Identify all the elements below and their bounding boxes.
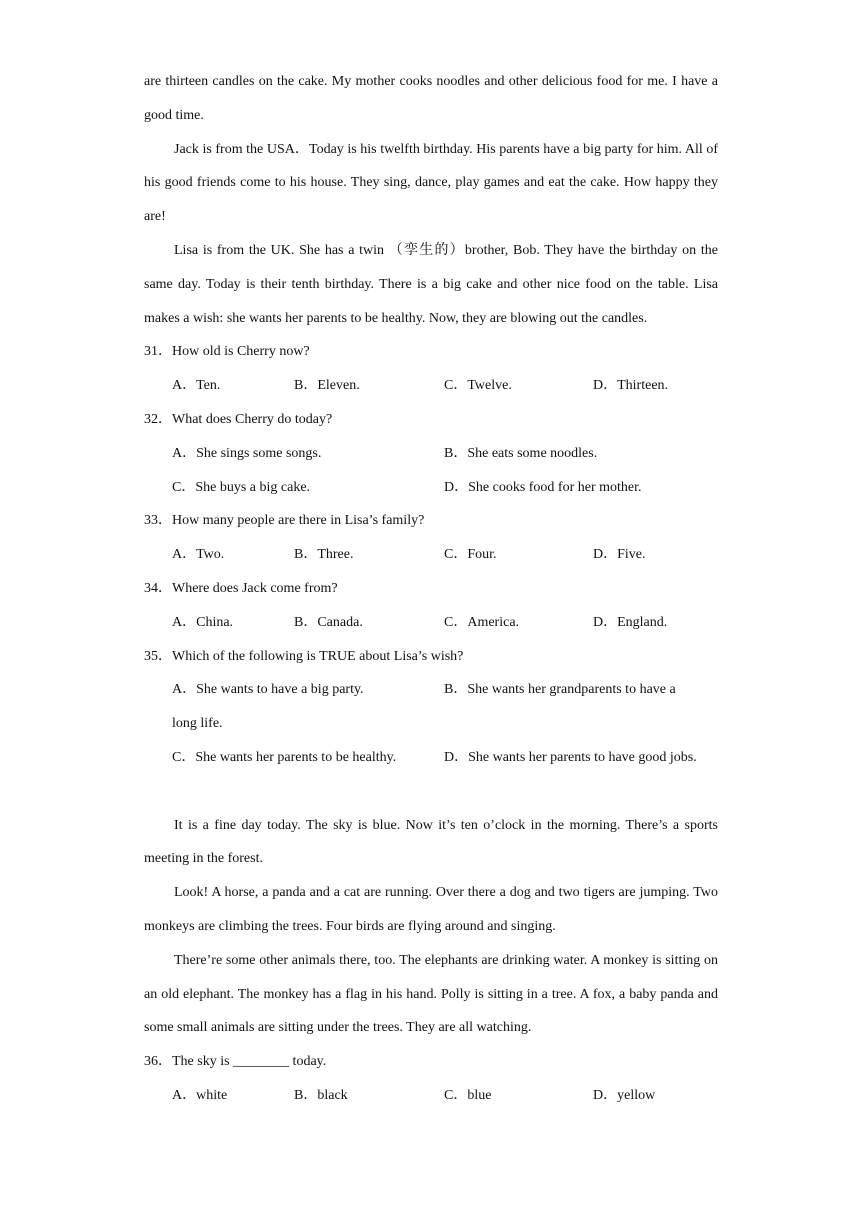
question-36-option-c: C．blue — [444, 1087, 492, 1103]
question-32-stem: 32．What does Cherry do today? — [144, 411, 333, 427]
question-31-stem: 31．How old is Cherry now? — [144, 344, 310, 360]
question-32-option-d: D．She cooks food for her mother. — [444, 479, 642, 495]
question-33-option-c: C．Four. — [444, 547, 497, 563]
question-36-options — [144, 1079, 718, 1113]
question-36-option-b: B．black — [294, 1087, 348, 1103]
question-36-option-d: D．yellow — [593, 1087, 656, 1103]
question-31-option-b: B．Eleven. — [294, 378, 360, 394]
question-35-option-b-continued: long life. — [172, 716, 223, 732]
question-31-option-c: C．Twelve. — [444, 378, 512, 394]
question-33-options — [144, 538, 718, 572]
question-36-stem: 36．The sky is ________ today. — [144, 1054, 327, 1070]
question-34-option-c: C．America. — [444, 614, 520, 630]
question-35-option-a: A．She wants to have a big party. — [172, 682, 364, 698]
question-35-option-c: C．She wants her parents to be healthy. — [172, 749, 397, 765]
question-31-options — [144, 369, 718, 403]
question-32-option-a: A．She sings some songs. — [172, 445, 322, 461]
question-34-stem: 34．Where does Jack come from? — [144, 580, 338, 596]
question-31-option-d: D．Thirteen. — [593, 378, 669, 394]
question-35-option-d: D．She wants her parents to have good jobs. — [444, 749, 697, 765]
question-32-option-c: C．She buys a big cake. — [172, 479, 311, 495]
question-34-options — [144, 606, 718, 640]
section-spacer — [144, 775, 718, 809]
question-31-option-a: A．Ten. — [172, 378, 221, 394]
question-33-stem: 33．How many people are there in Lisa’s family? — [144, 513, 425, 529]
passage2-paragraph-1: It is a fine day today. The sky is blue. Now it’s ten o’clock in the morning. There’s a sports meeting in the forest. — [144, 817, 718, 867]
question-34-option-a: A．China. — [172, 614, 234, 630]
question-36-option-a: A．white — [172, 1087, 228, 1103]
passage1-paragraph-jack: Jack is from the USA．Today is his twelfth birthday. His parents have a big party for him. All of his good friends come to his house. They sing, dance, play games and eat the cake. How happy they are! — [144, 141, 718, 225]
question-33-option-b: B．Three. — [294, 547, 354, 563]
question-32-option-b: B．She eats some noodles. — [444, 445, 598, 461]
question-35-options-row-2 — [144, 741, 718, 775]
passage2-paragraph-2: Look! A horse, a panda and a cat are running. Over there a dog and two tigers are jumping. Two monkeys are climbing the trees. Four birds are flying around and singing. — [144, 885, 718, 934]
passage1-paragraph-lisa: Lisa is from the UK. She has a twin （孪生的）brother, Bob. They have the birthday on the same day. Today is their tenth birthday. There is a big cake and other nice food on the table. Lisa makes a wish: she wants her parents to be healthy. Now, they are blowing out the candles. — [144, 242, 718, 326]
question-32-options-row-1 — [144, 437, 718, 471]
passage1-paragraph-1-continued: are thirteen candles on the cake. My mother cooks noodles and other delicious food for me. I have a good time. — [144, 74, 718, 123]
question-35-options-row-1 — [144, 673, 718, 707]
question-33-option-d: D．Five. — [593, 547, 646, 563]
question-32-options-row-2 — [144, 471, 718, 505]
passage2-paragraph-3: There’re some other animals there, too. The elephants are drinking water. A monkey is sitting on an old elephant. The monkey has a flag in his hand. Polly is sitting in a tree. A fox, a baby panda and some small animals are sitting under the trees. They are all watching. — [144, 952, 718, 1036]
question-34-option-b: B．Canada. — [294, 614, 363, 630]
question-35-stem: 35．Which of the following is TRUE about Lisa’s wish? — [144, 648, 464, 664]
question-34-option-d: D．England. — [593, 614, 668, 630]
question-33-option-a: A．Two. — [172, 547, 225, 563]
exam-page — [144, 65, 718, 1113]
question-35-option-b: B．She wants her grandparents to have a — [444, 682, 676, 698]
